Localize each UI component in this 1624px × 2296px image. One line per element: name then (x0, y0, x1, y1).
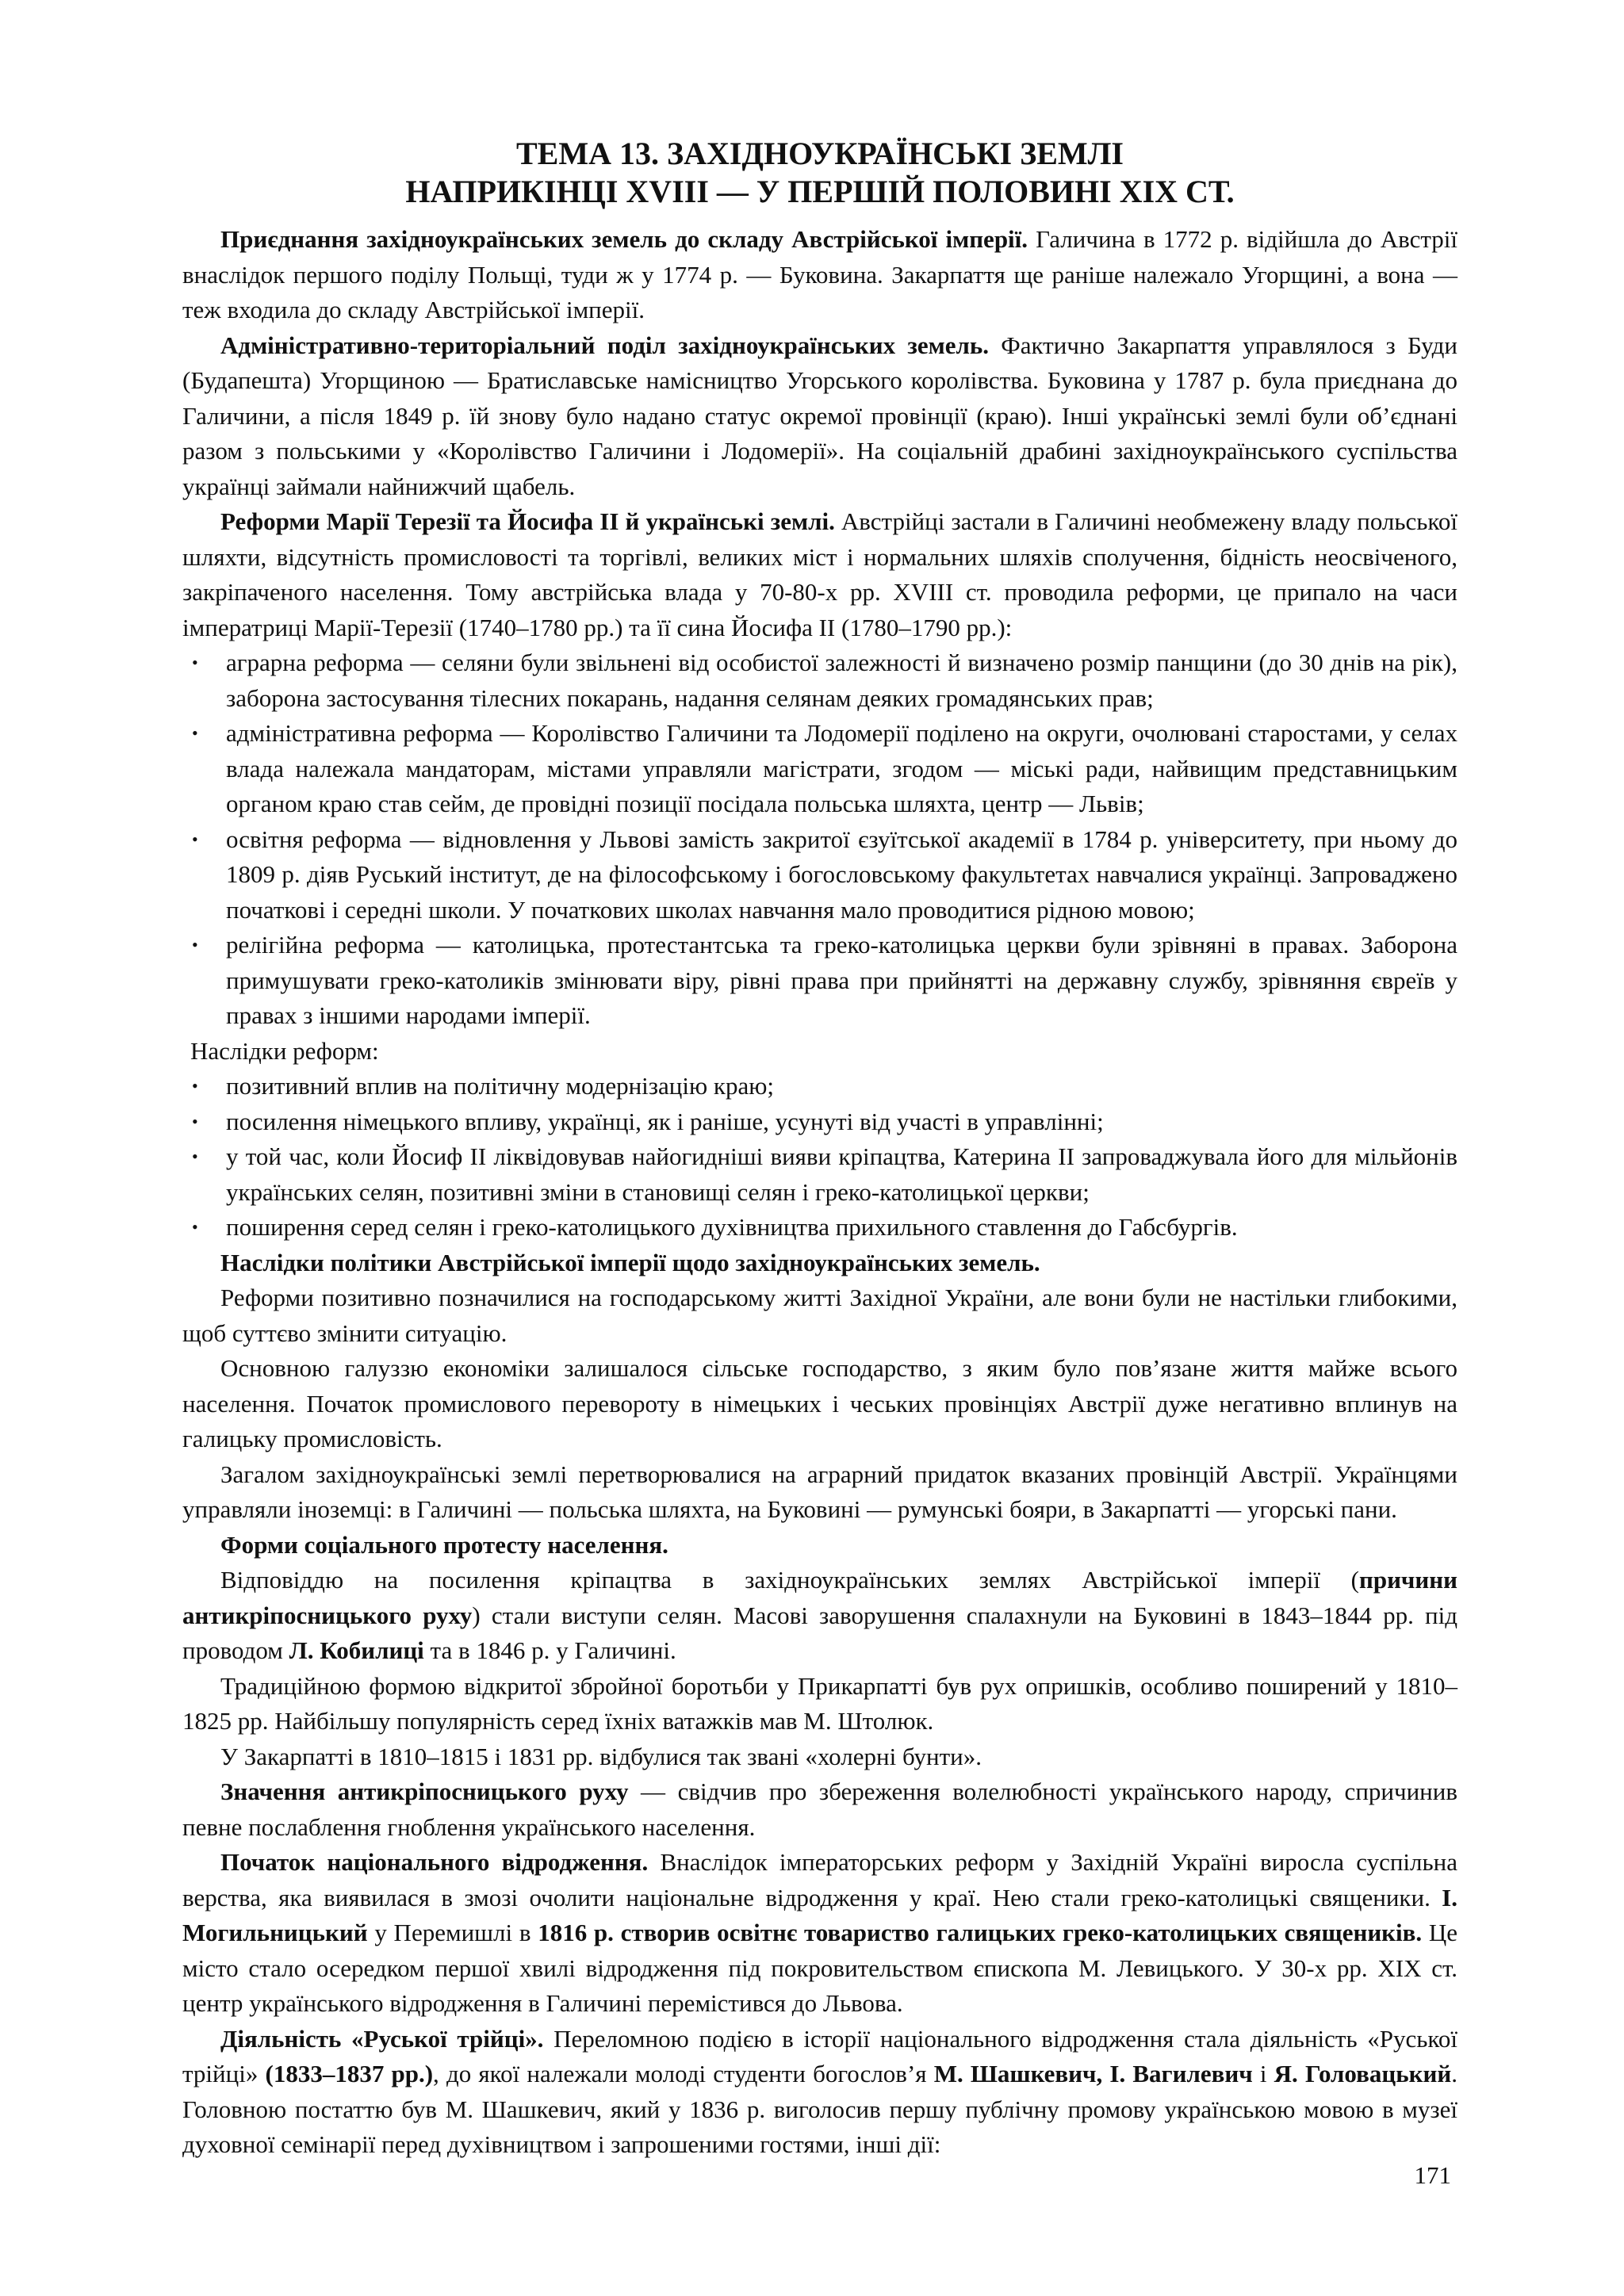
section-heading: Початок національного відродження. (220, 1848, 649, 1876)
paragraph-text: Фактично Закарпаття управлялося з Буди (Будапешта) Угорщиною — Братиславське намісництво Угорського королівства. Буковина у 1787 р. була приєднана до Галичини, а після 1849 р. їй знову було надано статус окремої провінції (краю). Інші українські землі були об’єднані разом з польськими у «Королівство Галичини і Лодомерії». На соціальній драбині західноукраїнського суспільства українці займали найнижчий щабель. (182, 331, 1457, 500)
bullet-icon: • (192, 1146, 198, 1166)
title-line-1: ТЕМА 13. ЗАХІДНОУКРАЇНСЬКІ ЗЕМЛІ (515, 136, 1124, 171)
list-item (192, 1210, 1457, 1246)
bullet-icon: • (192, 935, 198, 955)
page-title (182, 135, 1457, 211)
paragraph-text: ) стали виступи селян. Масові заворушення спалахнули на Буковині в 1843–1844 рр. під проводом (182, 1601, 1457, 1664)
paragraph-ruska-triytsia (182, 2022, 1457, 2163)
emphasis-text: Я. Головацький (1274, 2060, 1452, 2087)
bullet-icon: • (192, 652, 198, 672)
bullet-icon: • (192, 1111, 198, 1131)
paragraph-text: Традиційною формою відкритої збройної боротьби у Прикарпатті був рух опришків, особливо поширений у 1810–1825 рр. Найбільшу популярність серед їхніх ватажків мав М. Штолюк. (182, 1671, 1457, 1735)
paragraph-protest (182, 1563, 1457, 1669)
list-item-text: у той час, коли Йосиф II ліквідовував найогидніші вияви кріпацтва, Катерина II запроваджувала його для мільйонів українських селян, позитивні зміни в становищі селян і греко-католицької церкви; (226, 1142, 1457, 1206)
list-item (192, 822, 1457, 928)
paragraph-text: . Головною постаттю був М. Шашкевич, який у 1836 р. виголосив першу публічну промову українською мовою в музеї духовної семінарії перед духівництвом і запрошеними гостями, інші дії: (182, 2060, 1457, 2158)
section-heading-protest: Форми соціального протесту населення. (220, 1530, 668, 1559)
paragraph-text: Реформи позитивно позначилися на господарському житті Західної України, але вони були не настільки глибокими, щоб суттєво змінити ситуацію. (182, 1284, 1457, 1347)
paragraph-significance (182, 1774, 1457, 1845)
paragraph-text: Це місто стало осередком першої хвилі відродження під покровительством єпископа М. Левицького. У 30-х рр. XIX ст. центр українського відродження в Галичині перемістився до Львова. (182, 1919, 1458, 2017)
paragraph-text: і (1252, 2060, 1274, 2087)
paragraph-text: — свідчив про збереження волелюбності українського народу, спричинив певне послаблення гноблення українського населення. (182, 1777, 1457, 1841)
section-heading-consequences: Наслідки політики Австрійської імперії щодо західноукраїнських земель. (220, 1248, 1040, 1276)
paragraph-text: У Закарпатті в 1810–1815 і 1831 рр. відбулися так звані «холерні бунти». (220, 1742, 982, 1770)
emphasis-text: 1816 р. створив освітнє товариство галицьких греко-католицьких священиків. (538, 1919, 1423, 1946)
paragraph-text: Австрійці застали в Галичині необмежену владу польської шляхти, відсутність промисловості та торгівлі, великих міст і нормальних шляхів сполучення, бідність неосвіченого, закріпаченого населення. Тому австрійська влада у 70-80-х рр. XVIII ст. проводила реформи, це припало на часи імператриці Марії-Терезії (1740–1780 рр.) та її сина Йосифа II (1780–1790 рр.): (182, 507, 1458, 641)
list-item (192, 1069, 1457, 1104)
paragraph-text: Основною галуззю економіки залишалося сільське господарство, з яким було пов’язане життя майже всього населення. Початок промислового перевороту в німецьких і чеських провінціях Австрії дуже негативно вплинув на галицьку промисловість. (182, 1354, 1457, 1452)
paragraph-administrative-division (182, 328, 1457, 505)
list-item-text: позитивний вплив на політичну модернізацію краю; (226, 1072, 774, 1100)
bullet-icon: • (192, 1076, 198, 1096)
paragraph-text: у Перемишлі в (367, 1919, 538, 1946)
paragraph-reforms (182, 504, 1457, 645)
emphasis-text: причини антикріпосницького руху (182, 1566, 1457, 1629)
list-item-text: поширення серед селян і греко-католицького духівництва прихильного ставлення до Габсбургів. (226, 1213, 1238, 1241)
results-list (182, 1069, 1457, 1246)
bullet-icon: • (192, 1217, 198, 1237)
paragraph-text: Внаслідок імператорських реформ у Західній Україні виросла суспільна верства, яка виявилася в змозі очолити національне відродження у краї. Нею стали греко-католицькі священики. (182, 1848, 1457, 1911)
list-item-text: релігійна реформа — католицька, протестантська та греко-католицька церкви були зрівняні в правах. Заборона примушувати греко-католиків змінювати віру, рівні права при прийнятті на державну службу, зрівняння євреїв у правах з іншими народами імперії. (226, 931, 1457, 1029)
section-heading: Реформи Марії Терезії та Йосифа II й українські землі. (220, 507, 835, 535)
paragraph-annexation (182, 222, 1457, 328)
list-item (192, 928, 1457, 1034)
list-item (192, 1104, 1457, 1140)
results-label: Наслідки реформ: (190, 1036, 379, 1065)
page-number: 171 (1414, 2161, 1451, 2189)
list-item (192, 716, 1457, 822)
list-item (192, 645, 1457, 716)
paragraph-text: Загалом західноукраїнські землі перетворювалися на аграрний придаток вказаних провінцій Австрії. Українцями управляли іноземці: в Галичині — польська шляхта, на Буковині — румунські бояри, в Закарпатті — угорські пани. (182, 1460, 1457, 1523)
paragraph-text: Галичина в 1772 р. відійшла до Австрії внаслідок першого поділу Польщі, туди ж у 1774 р. — Буковина. Закарпаття ще раніше належало Угорщині, а вона — теж входила до складу Австрійської імперії. (182, 225, 1458, 323)
emphasis-text: М. Шашкевич, І. Вагилевич (933, 2060, 1253, 2087)
list-item-text: освітня реформа — відновлення у Львові замість закритої єзуїтської академії в 1784 р. університету, при ньому до 1809 р. діяв Руський інститут, де на філософському і богословському факультетах навчалися українці. Запроваджено початкові і середні школи. У початкових школах навчання мало проводитися рідною мовою; (226, 825, 1457, 924)
paragraph-text: та в 1846 р. у Галичині. (423, 1636, 676, 1664)
section-heading: Адміністративно-територіальний поділ західноукраїнських земель. (220, 331, 989, 359)
paragraph-text: Переломною подією в історії національного відродження стала діяльність «Руської трійці» (182, 2024, 1457, 2087)
list-item-text: посилення німецького впливу, українці, як і раніше, усунуті від участі в управлінні; (226, 1107, 1104, 1135)
paragraph-national-revival (182, 1845, 1457, 2022)
emphasis-text: Л. Кобилиці (289, 1636, 424, 1664)
emphasis-text: І. Могильницький (182, 1883, 1457, 1946)
paragraph-text: Відповіддю на посилення кріпацтва в західноукраїнських землях Австрійської імперії ( (220, 1566, 1359, 1594)
bullet-icon: • (192, 828, 198, 849)
section-heading: Приєднання західноукраїнських земель до складу Австрійської імперії. (220, 225, 1028, 253)
reforms-list (182, 645, 1457, 1034)
list-item (192, 1139, 1457, 1210)
paragraph-text: , до якої належали молоді студенти богослов’я (433, 2060, 934, 2087)
section-heading: Діяльність «Руської трійці». (220, 2024, 544, 2053)
emphasis-text: (1833–1837 рр.) (265, 2060, 434, 2087)
list-item-text: аграрна реформа — селяни були звільнені від особистої залежності й визначено розмір панщини (до 30 днів на рік), заборона застосування тілесних покарань, надання селянам деяких громадянських прав; (226, 649, 1457, 712)
list-item-text: адміністративна реформа — Королівство Галичини та Лодомерії поділено на округи, очолювані старостами, у селах влада належала мандаторам, містами управляли магістрати, згодом — міські ради, найвищим представницьким органом краю став сейм, де провідні позиції посідала польська шляхта, центр — Львів; (226, 719, 1457, 817)
title-line-2: НАПРИКІНЦІ XVIII — У ПЕРШІЙ ПОЛОВИНІ XIX СТ. (405, 174, 1235, 209)
emphasis-text: Значення антикріпосницького руху (220, 1777, 629, 1805)
bullet-icon: • (192, 723, 198, 743)
